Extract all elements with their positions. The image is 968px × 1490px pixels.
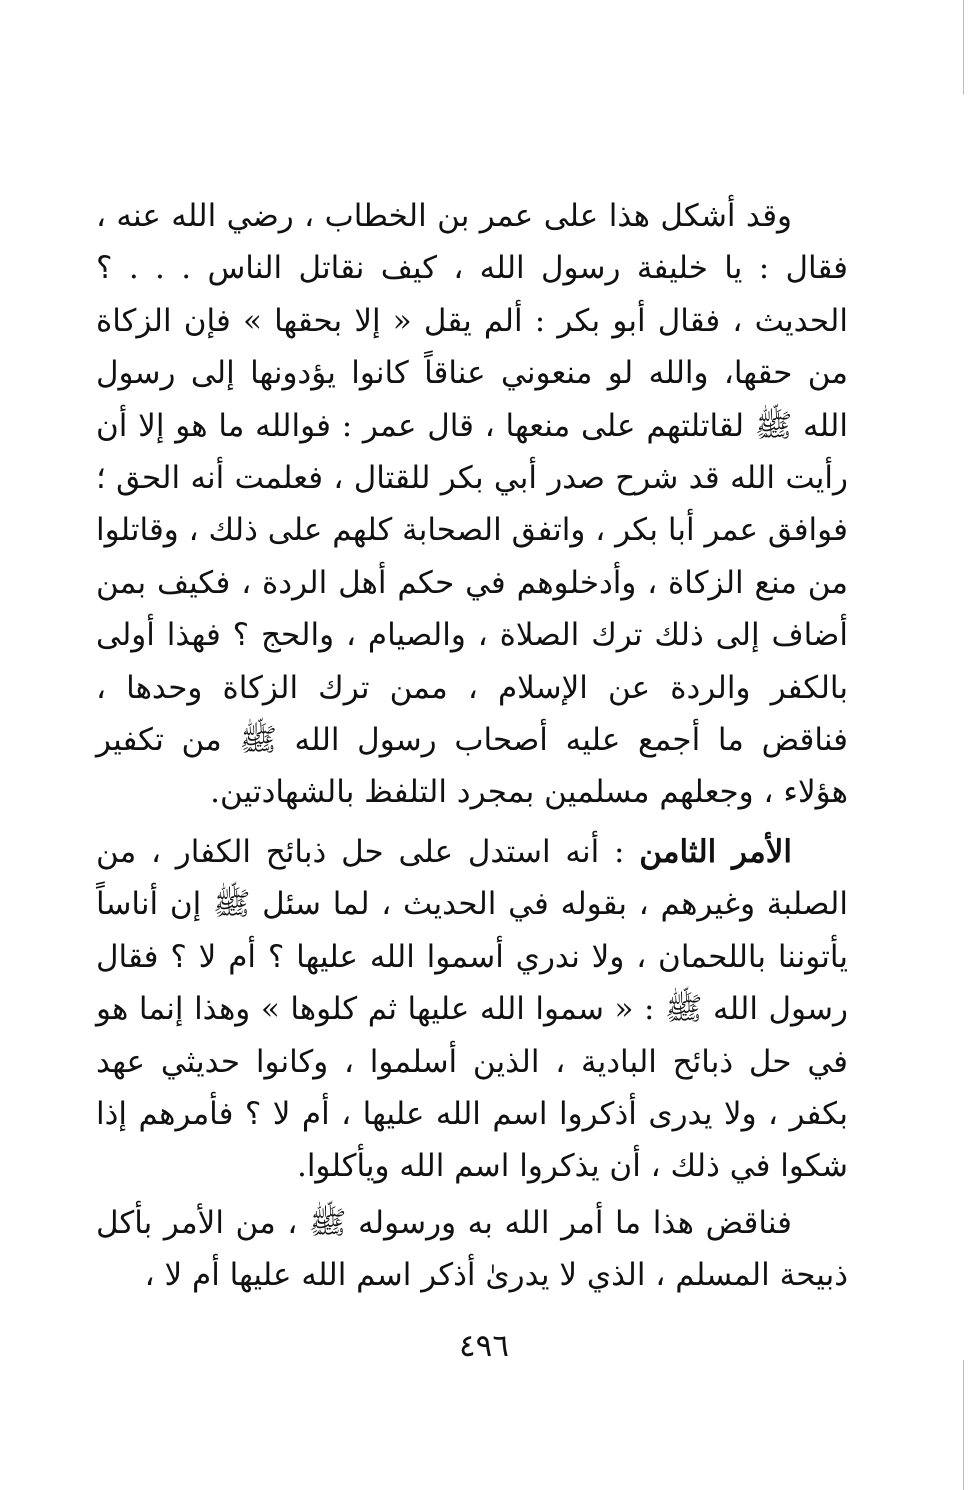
paragraph-2 — [96, 826, 848, 1193]
page-number: ٤٩٦ — [459, 1328, 509, 1364]
paragraph-3: فناقض هذا ما أمر الله به ورسوله ﷺ ، من الأمر بأكل ذبيحة المسلم ، الذي لا يدرىٰ أذكر اسم الله عليها أم لا ، — [96, 1205, 848, 1294]
section-heading: الأمر الثامن — [639, 834, 793, 870]
paragraph-block — [96, 826, 848, 1193]
paragraph-block — [96, 1197, 848, 1302]
page-edge-line — [963, 0, 964, 95]
paragraph-1: وقد أشكل هذا على عمر بن الخطاب ، رضي الله عنه ، فقال : يا خليفة رسول الله ، كيف نقاتل الناس . . . ؟ الحديث ، فقال أبو بكر : ألم يقل « إلا بحقها » فإن الزكاة من حقها، والله لو منعوني عناقاً كانوا يؤدونها إلى رسول الله ﷺ لقاتلتهم على منعها ، قال عمر : فوالله ما هو إلا أن رأيت الله قد شرح صدر أبي بكر للقتال ، فعلمت أنه الحق ؛ فوافق عمر أبا بكر ، واتفق الصحابة كلهم على ذلك ، وقاتلوا من منع الزكاة ، وأدخلوهم في حكم أهل الردة ، فكيف بمن أضاف إلى ذلك ترك الصلاة ، والصيام ، والحج ؟ فهذا أولى بالكفر والردة عن الإسلام ، ممن ترك الزكاة وحدها ، فناقض ما أجمع عليه أصحاب رسول الله ﷺ من تكفير هؤلاء ، وجعلهم مسلمين بمجرد التلفظ بالشهادتين. — [96, 198, 848, 811]
paragraph-block — [96, 190, 848, 819]
paragraph-2-text: : أنه استدل على حل ذبائح الكفار ، من الصلبة وغيرهم ، بقوله في الحديث ، لما سئل ﷺ إن أناساً يأتوننا باللحمان ، ولا ندري أسموا الله عليها ؟ أم لا ؟ فقال رسول الله ﷺ : « سموا الله عليها ثم كلوها » وهذا إنما هو في حل ذبائح البادية ، الذين أسلموا ، وكانوا حديثي عهد بكفر ، ولا يدرى أذكروا اسم الله عليها ، أم لا ؟ فأمرهم إذا شكوا في ذلك ، أن يذكروا اسم الله ويأكلوا. — [96, 834, 848, 1185]
page-edge-line — [963, 1360, 964, 1490]
